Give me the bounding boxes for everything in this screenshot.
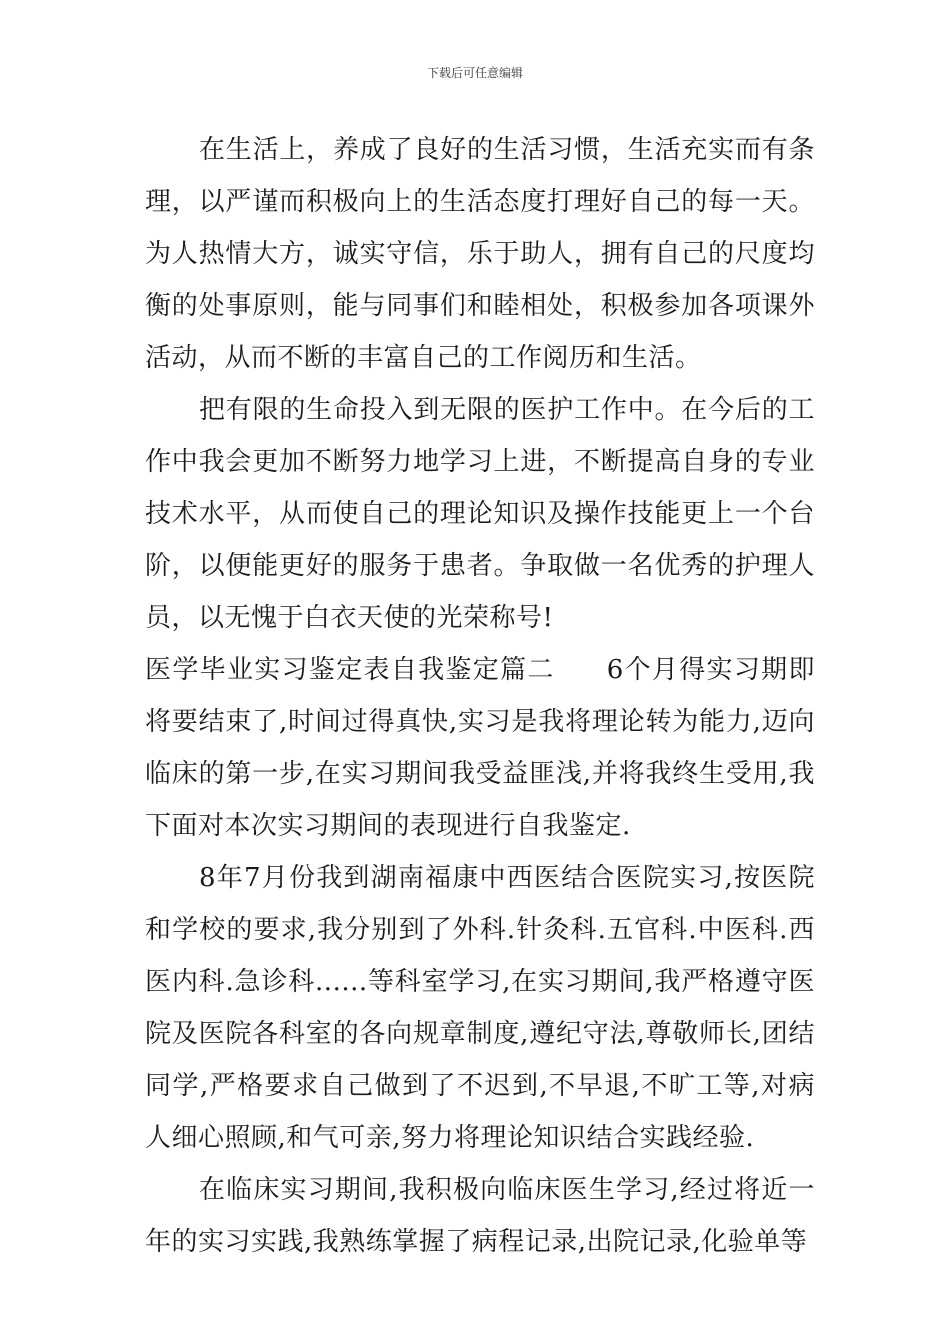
section-two-first-paragraph	[145, 644, 815, 852]
page-header: 下载后可任意编辑	[426, 66, 523, 80]
paragraph-future-goals: 把有限的生命投入到无限的医护工作中。在今后的工作中我会更加不断努力地学习上进，不断提高自身的专业技术水平，从而使自己的理论知识及操作技能更上一个台阶，以便能更好的服务于患者。争取做一名优秀的护理人员，以无愧于白衣天使的光荣称号!	[145, 395, 815, 633]
paragraph-hospital-departments: 8年7月份我到湖南福康中西医结合医院实习,按医院和学校的要求,我分别到了外科.针灸科.五官科.中医科.西医内科.急诊科......等科室学习,在实习期间,我严格遵守医院及医院各科室的各向规章制度,遵纪守法,尊敬师长,团结同学,严格要求自己做到了不迟到,不早退,不旷工等,对病人细心照顾,和气可亲,努力将理论知识结合实践经验.	[145, 863, 815, 1153]
paragraph-life-habits: 在生活上，养成了良好的生活习惯，生活充实而有条理，以严谨而积极向上的生活态度打理好自己的每一天。为人热情大方，诚实守信，乐于助人，拥有自己的尺度均衡的处事原则，能与同事们和睦相处，积极参加各项课外活动，从而不断的丰富自己的工作阅历和生活。	[145, 135, 815, 373]
section-title: 医学毕业实习鉴定表自我鉴定篇二	[145, 655, 555, 685]
paragraph-clinical-practice: 在临床实习期间,我积极向临床医生学习,经过将近一年的实习实践,我熟练掌握了病程记录,出院记录,化验单等	[145, 1175, 815, 1257]
paragraph-internship-intro: 6个月得实习期即将要结束了,时间过得真快,实习是我将理论转为能力,迈向临床的第一步,在实习期间我受益匪浅,并将我终生受用,我下面对本次实习期间的表现进行自我鉴定.	[145, 655, 815, 841]
document-body	[145, 124, 815, 1268]
